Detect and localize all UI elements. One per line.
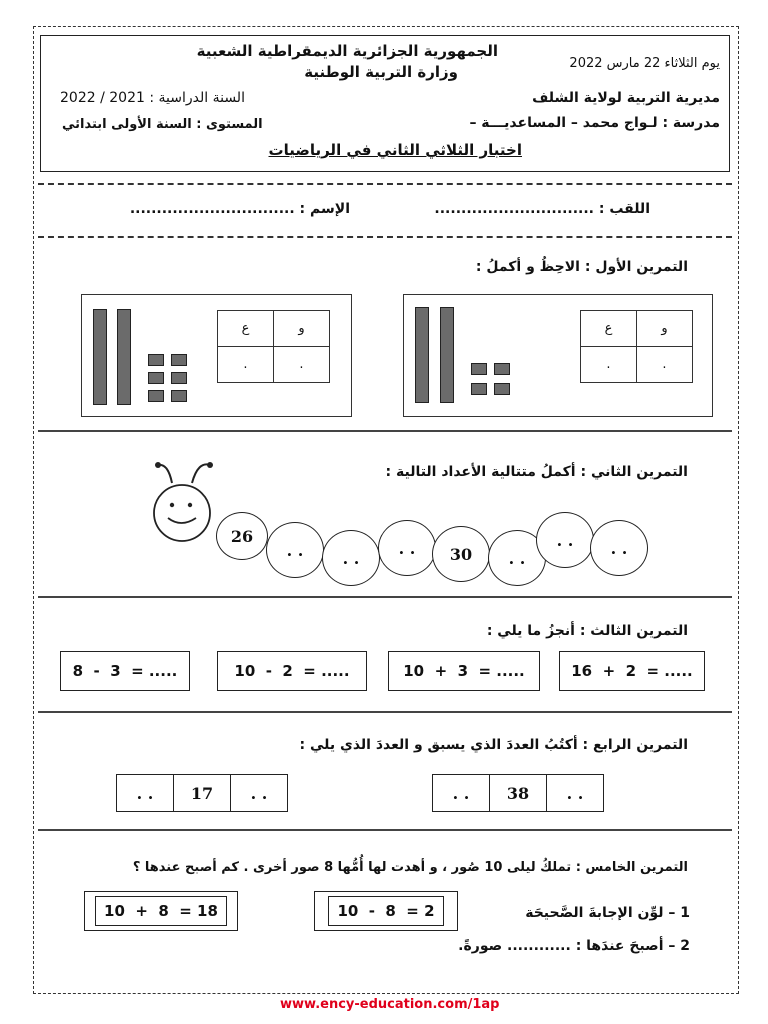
- divider: [38, 829, 732, 831]
- caterpillar-segment[interactable]: . .: [590, 520, 648, 576]
- ministry-title: وزارة التربية الوطنية: [304, 63, 458, 81]
- answer-option-frame: [95, 896, 227, 926]
- level: المستوى : السنة الأولى ابتدائي: [62, 117, 263, 132]
- unit-cube: [494, 363, 510, 375]
- caterpillar-head-icon: [150, 455, 222, 545]
- divider: [38, 183, 732, 185]
- ex1-panel-right: [403, 294, 713, 417]
- place-value-table: [217, 310, 330, 383]
- caterpillar-segment[interactable]: . .: [536, 512, 594, 568]
- next-number[interactable]: . .: [546, 775, 603, 811]
- next-number[interactable]: . .: [230, 775, 287, 811]
- divider: [38, 711, 732, 713]
- unit-cube: [471, 363, 487, 375]
- unit-cube: [171, 390, 187, 402]
- answer-option-frame: [328, 896, 443, 926]
- unit-cube: [148, 354, 164, 366]
- tens-header: ع: [218, 311, 274, 347]
- operation-box[interactable]: [388, 651, 540, 691]
- answer-option-a[interactable]: [84, 891, 238, 931]
- answer-option-text: 10 + 8 = 18: [104, 902, 218, 920]
- ex1-panel-left: [81, 294, 352, 417]
- ex3-instruction: التمرين الثالث : أنجزُ ما يلي :: [486, 623, 688, 639]
- unit-cube: [148, 372, 164, 384]
- tens-rod: [440, 307, 454, 403]
- tens-rod: [93, 309, 107, 405]
- caterpillar-segment[interactable]: . .: [266, 522, 324, 578]
- tens-rod: [415, 307, 429, 403]
- previous-number[interactable]: . .: [452, 783, 470, 803]
- unit-cube: [494, 383, 510, 395]
- republic-title: الجمهورية الجزائرية الديمقراطية الشعبية: [196, 42, 498, 60]
- directorate: مديرية التربية لولاية الشلف: [532, 90, 720, 106]
- ex2-instruction: التمرين الثاني : أكملُ متتالية الأعداد التالية :: [385, 464, 688, 480]
- place-value-table: [580, 310, 693, 383]
- exam-date: يوم الثلاثاء 22 مارس 2022: [569, 56, 720, 71]
- unit-cube: [171, 372, 187, 384]
- caterpillar-segment[interactable]: . .: [378, 520, 436, 576]
- name-field[interactable]: الإسم : ...............................: [129, 201, 350, 217]
- divider: [38, 596, 732, 598]
- given-number: 38: [489, 775, 546, 811]
- caterpillar-segment[interactable]: . .: [322, 530, 380, 586]
- tens-rod: [117, 309, 131, 405]
- school-name: مدرسة : لـواج محمد – المساعديـــة –: [469, 115, 720, 131]
- operation-text: 8 - 3 = .....: [72, 662, 178, 680]
- operation-box[interactable]: [60, 651, 190, 691]
- divider: [38, 236, 732, 238]
- unit-cube: [171, 354, 187, 366]
- divider: [38, 430, 732, 432]
- tens-answer[interactable]: .: [581, 347, 637, 383]
- ex5-question-1: 1 – لوِّن الإجابةَ الصَّحيحَة: [525, 905, 690, 921]
- surname-field[interactable]: اللقب : ..............................: [434, 201, 650, 217]
- operation-text: 10 + 3 = .....: [403, 662, 525, 680]
- caterpillar-segment: 26: [216, 512, 268, 560]
- tens-header: ع: [581, 311, 637, 347]
- answer-option-b[interactable]: [314, 891, 458, 931]
- ex5-question-2[interactable]: 2 – أصبحَ عندَها : ............ صورةً.: [458, 938, 690, 954]
- school-year: السنة الدراسية : 2021 / 2022: [60, 90, 245, 106]
- tens-answer[interactable]: .: [218, 347, 274, 383]
- previous-number[interactable]: . .: [136, 783, 154, 803]
- answer-option-text: 10 - 8 = 2: [337, 902, 435, 920]
- unit-cube: [471, 383, 487, 395]
- units-header: و: [274, 311, 330, 347]
- operation-box[interactable]: [559, 651, 705, 691]
- unit-cube: [148, 390, 164, 402]
- caterpillar-segment: 30: [432, 526, 490, 582]
- operation-box[interactable]: [217, 651, 367, 691]
- sequence-left: [116, 774, 288, 812]
- units-answer[interactable]: .: [274, 347, 330, 383]
- footer-link[interactable]: www.ency-education.com/1ap: [280, 997, 500, 1012]
- caterpillar-segment[interactable]: . .: [488, 530, 546, 586]
- ex5-problem: التمرين الخامس : تملكُ ليلى 10 صُور ، و أهدت لها أُمُّها 8 صور أخرى . كم أصبح عندها ؟: [132, 860, 688, 875]
- ex4-instruction: التمرين الرابع : أكتُبُ العددَ الذي يسبق و العددَ الذي يلي :: [299, 737, 688, 753]
- operation-text: 10 - 2 = .....: [234, 662, 350, 680]
- sequence-right: [432, 774, 604, 812]
- given-number: 17: [173, 775, 230, 811]
- exam-title: اختبار الثلاثي الثاني في الرياضيات: [268, 141, 522, 159]
- units-answer[interactable]: .: [637, 347, 693, 383]
- ex1-instruction: التمرين الأول : الاحِظُ و أكملُ :: [475, 259, 688, 275]
- operation-text: 16 + 2 = .....: [571, 662, 693, 680]
- units-header: و: [637, 311, 693, 347]
